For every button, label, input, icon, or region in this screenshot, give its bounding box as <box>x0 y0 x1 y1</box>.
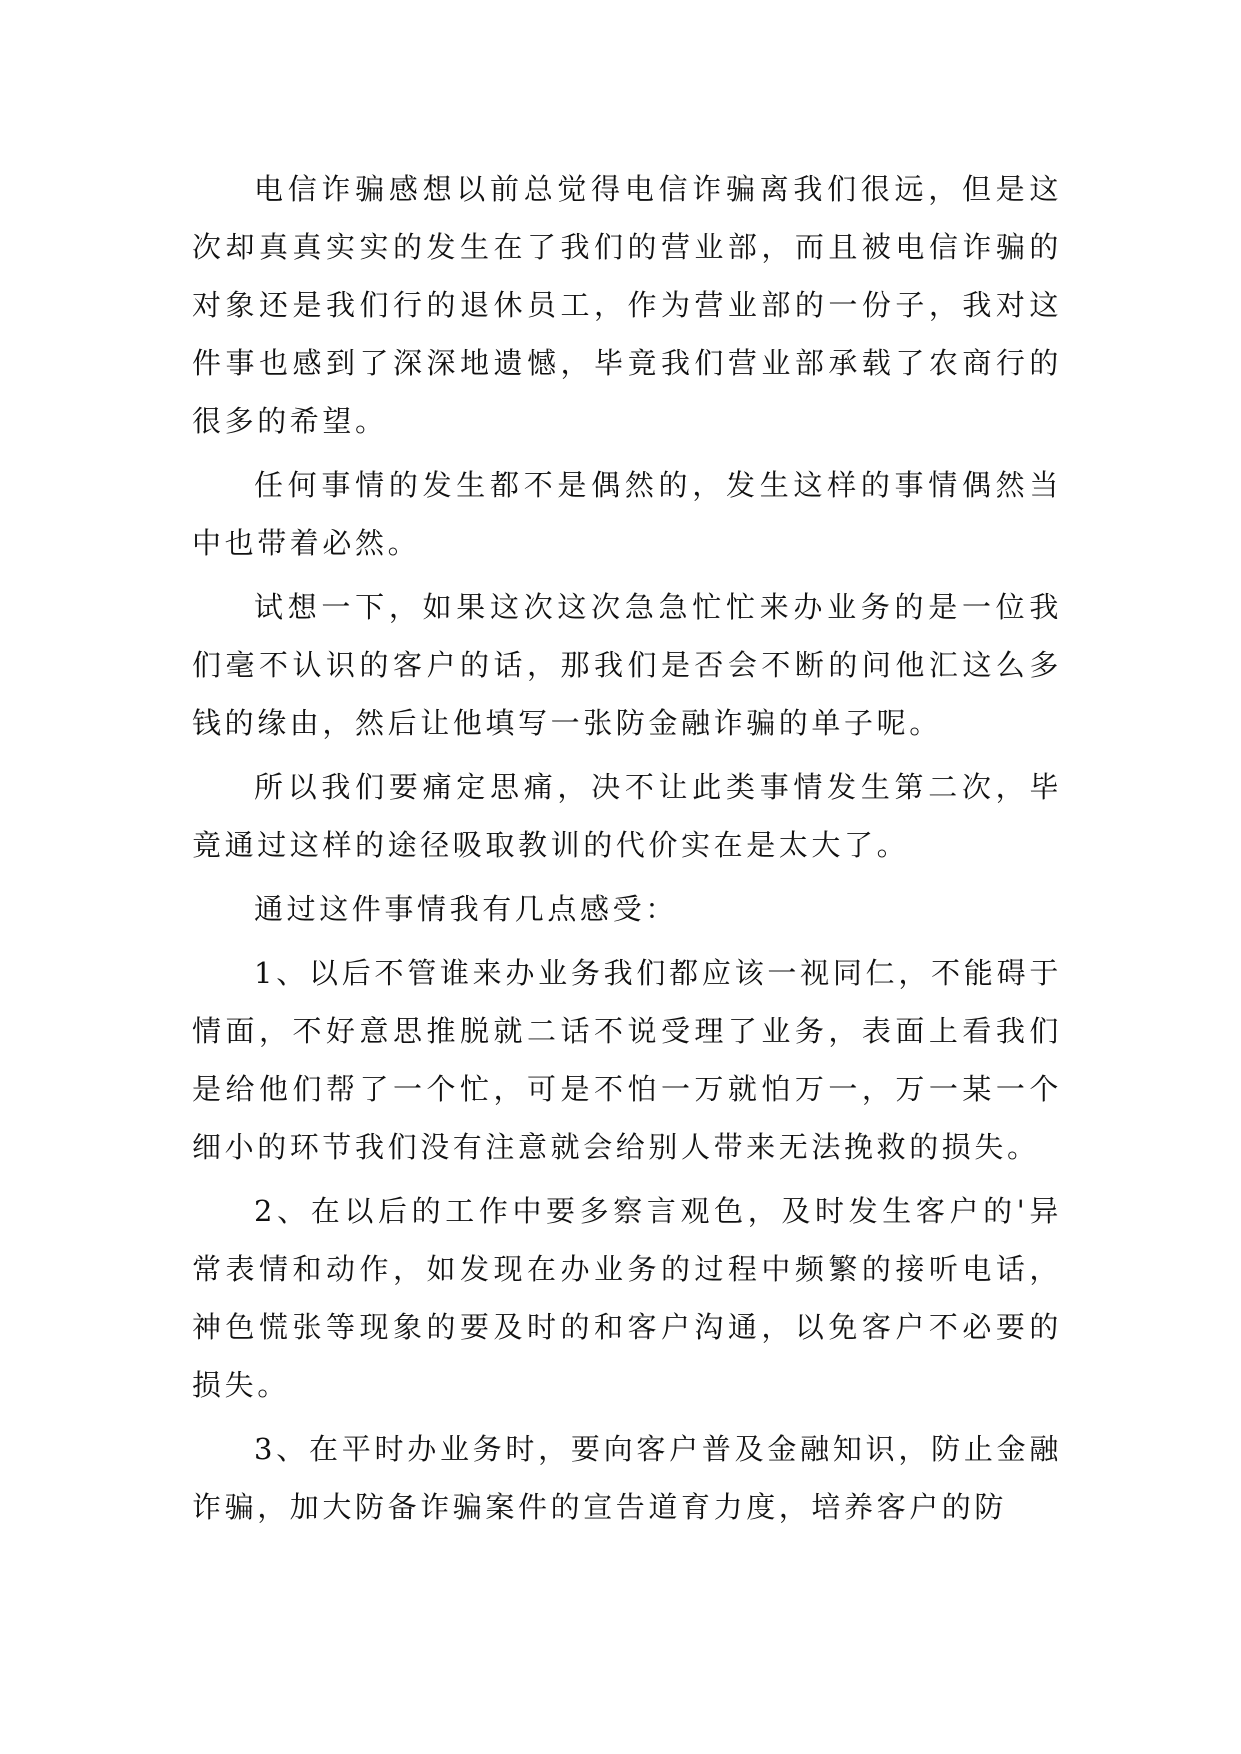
paragraph-4: 所以我们要痛定思痛，决不让此类事情发生第二次，毕竟通过这样的途径吸取教训的代价实在是太大了。 <box>192 770 1062 862</box>
paragraph-5: 通过这件事情我有几点感受： <box>254 892 678 926</box>
paragraph-6: 1、以后不管谁来办业务我们都应该一视同仁，不能碍于情面，不好意思推脱就二话不说受理了业务，表面上看我们是给他们帮了一个忙，可是不怕一万就怕万一，万一某一个细小的环节我们没有注意就会给别人带来无法挽救的损失。 <box>192 956 1062 1164</box>
document-body <box>192 160 1062 1542</box>
paragraph-8: 3、在平时办业务时，要向客户普及金融知识，防止金融诈骗，加大防备诈骗案件的宣告道育力度，培养客户的防 <box>192 1432 1062 1524</box>
paragraph-7: 2、在以后的工作中要多察言观色，及时发生客户的'异常表情和动作，如发现在办业务的过程中频繁的接听电话，神色慌张等现象的要及时的和客户沟通，以免客户不必要的损失。 <box>192 1194 1062 1402</box>
paragraph-3: 试想一下，如果这次这次急急忙忙来办业务的是一位我们毫不认识的客户的话，那我们是否会不断的问他汇这么多钱的缘由，然后让他填写一张防金融诈骗的单子呢。 <box>192 590 1062 740</box>
paragraph-1: 电信诈骗感想以前总觉得电信诈骗离我们很远，但是这次却真真实实的发生在了我们的营业部，而且被电信诈骗的对象还是我们行的退休员工，作为营业部的一份子，我对这件事也感到了深深地遗憾，毕竟我们营业部承载了农商行的很多的希望。 <box>192 172 1062 438</box>
paragraph-2: 任何事情的发生都不是偶然的，发生这样的事情偶然当中也带着必然。 <box>192 468 1062 560</box>
